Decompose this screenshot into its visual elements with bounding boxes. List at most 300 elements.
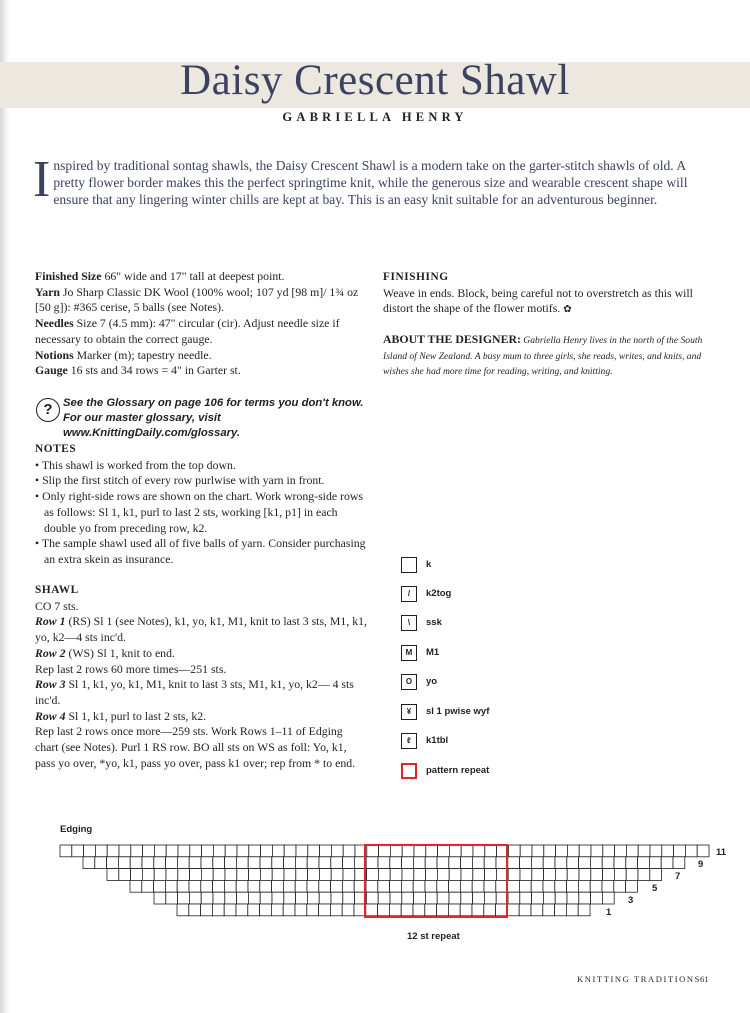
chart-cell <box>484 904 496 916</box>
chart-cell <box>484 857 496 869</box>
glossary-text: See the Glossary on page 106 for terms you don't know. For our master glossary, visit www.KnittingDaily.com/glossary. <box>63 397 364 439</box>
chart-cell <box>261 845 273 857</box>
chart-cell <box>507 904 519 916</box>
chart-cell <box>579 892 591 904</box>
legend-symbol <box>401 763 417 779</box>
chart-cell <box>249 869 261 881</box>
chart-cell <box>60 845 72 857</box>
chart-cell <box>460 880 472 892</box>
chart-cell <box>378 880 390 892</box>
chart-cell <box>95 845 107 857</box>
chart-cell <box>366 880 378 892</box>
chart-cell <box>248 857 260 869</box>
chart-cell <box>449 880 461 892</box>
legend-item-sl1 <box>401 704 601 720</box>
chart-cell <box>143 845 155 857</box>
chart-cell <box>296 845 308 857</box>
chart-cell <box>402 869 414 881</box>
designer-heading: ABOUT THE DESIGNER: <box>383 332 521 346</box>
chart-cell <box>673 857 685 869</box>
chart-cell <box>626 857 638 869</box>
chart-cell <box>248 880 260 892</box>
chart-cell <box>579 869 591 881</box>
chart-cell <box>449 869 461 881</box>
chart-cell <box>284 869 296 881</box>
chart-cell <box>367 845 379 857</box>
chart-cell <box>118 857 130 869</box>
notes-heading: NOTES <box>35 443 77 455</box>
legend-label: yo <box>426 676 438 687</box>
chart-cell <box>166 892 178 904</box>
chart-cell <box>650 869 662 881</box>
chart-cell <box>390 845 402 857</box>
chart-cell <box>543 857 555 869</box>
chart-cell <box>319 880 331 892</box>
chart-cell <box>131 845 143 857</box>
chart-cell <box>437 904 449 916</box>
chart-cell <box>402 892 414 904</box>
shawl-rep2: Rep last 2 rows once more—259 sts. Work Rows 1–11 of Edging chart (see Notes). Purl 1 RS row. BO all sts on WS as foll: Yo, k1, pass yo over, *yo, k1, pass yo over, pass k1 over; rep from * to end. <box>35 724 356 770</box>
specs-block <box>35 269 370 379</box>
chart-cell <box>461 869 473 881</box>
chart-cell <box>590 857 602 869</box>
chart-cell <box>401 880 413 892</box>
legend-item-m1 <box>401 645 601 661</box>
chart-cell <box>343 892 355 904</box>
chart-cell <box>390 880 402 892</box>
chart-cell <box>166 857 178 869</box>
legend-label: M1 <box>426 647 440 658</box>
chart-cell <box>248 892 260 904</box>
chart-cell <box>543 880 555 892</box>
chart-cell <box>237 869 249 881</box>
chart-cell <box>130 880 142 892</box>
chart-cell <box>178 845 190 857</box>
chart-cell <box>260 904 272 916</box>
chart-cell <box>602 857 614 869</box>
chart-cell <box>661 857 673 869</box>
row-number: 9 <box>698 859 704 870</box>
chart-cell <box>319 869 331 881</box>
chart-cell <box>296 892 308 904</box>
chart-cell <box>544 845 556 857</box>
chart-cell <box>177 857 189 869</box>
chart-cell <box>567 869 579 881</box>
chart-cell <box>331 880 343 892</box>
chart-title: Edging <box>60 824 93 835</box>
chart-cell <box>201 857 213 869</box>
chart-cell <box>414 845 426 857</box>
spec-needles: Needles Size 7 (4.5 mm): 47" circular (cir). Adjust needle size if necessary to obtain the correct gauge. <box>35 316 340 346</box>
legend-item-yo <box>401 674 601 690</box>
chart-cell <box>331 892 343 904</box>
chart-cell <box>319 892 331 904</box>
author-name: GABRIELLA HENRY <box>282 110 468 124</box>
chart-cell <box>638 869 650 881</box>
chart-cell <box>532 845 544 857</box>
legend-item-ssk <box>401 615 601 631</box>
finishing-text: Weave in ends. Block, being careful not to overstretch as this will distort the shape of the flower motifs. ✿ <box>383 285 693 316</box>
chart-cell <box>107 869 119 881</box>
footer-magazine: KNITTING TRADITIONS <box>577 974 701 984</box>
chart-cell <box>236 857 248 869</box>
designer-text: Gabriella Henry lives in the north of the South Island of New Zealand. A busy mum to three girls, she reads, writes, and knits, and wishes she had more time for reading, writing, and knitting. <box>383 335 703 377</box>
chart-cell <box>72 845 84 857</box>
chart-cell <box>508 869 520 881</box>
chart-cell <box>566 904 578 916</box>
chart-cell <box>308 869 320 881</box>
chart-cell <box>531 857 543 869</box>
chart-cell <box>190 869 202 881</box>
chart-cell <box>389 904 401 916</box>
chart-cell <box>555 892 567 904</box>
chart-cell <box>201 904 213 916</box>
chart-cell <box>532 892 544 904</box>
chart-cell <box>674 845 686 857</box>
chart-cell <box>484 880 496 892</box>
chart-cell <box>591 892 603 904</box>
chart-cell <box>426 845 438 857</box>
chart-cell <box>473 845 485 857</box>
intro-text: nspired by traditional sontag shawls, the Daisy Crescent Shawl is a modern take on the garter-stitch shawls of old. A pretty flower border makes this the perfect springtime knit, while the generous size and wearable crescent shape will ensure that any lingering winter chills are kept at bay. This is an easy knit suitable for an adventurous beginner. <box>53 158 688 207</box>
chart-cell <box>84 845 96 857</box>
chart-cell <box>508 857 520 869</box>
chart-cell <box>519 880 531 892</box>
chart-cell <box>225 869 237 881</box>
chart-cell <box>413 880 425 892</box>
page-number: 61 <box>700 974 709 984</box>
chart-cell <box>579 845 591 857</box>
chart-cell <box>390 892 402 904</box>
chart-cell <box>260 857 272 869</box>
chart-cell <box>330 904 342 916</box>
chart-cell <box>662 845 674 857</box>
shawl-rep1: Rep last 2 rows 60 more times—251 sts. <box>35 661 227 676</box>
chart-cell <box>390 869 402 881</box>
chart-cell <box>119 845 131 857</box>
chart-cell <box>567 857 579 869</box>
chart-cell <box>189 880 201 892</box>
chart-cell <box>296 869 308 881</box>
chart-cell <box>343 857 355 869</box>
note-item: • The sample shawl used all of five balls of yarn. Consider purchasing an extra skein as insurance. <box>35 536 366 566</box>
chart-cell <box>271 904 283 916</box>
chart-cell <box>649 857 661 869</box>
chart-cell <box>189 904 201 916</box>
legend-label: ssk <box>426 617 442 628</box>
chart-cell <box>461 845 473 857</box>
shawl-row3: Row 3 Sl 1, k1, yo, k1, M1, knit to last 3 sts, M1, k1, yo, k2— 4 sts inc'd. <box>35 677 354 707</box>
legend-label: k1tbl <box>426 735 449 746</box>
chart-cell <box>650 845 662 857</box>
chart-cell <box>378 869 390 881</box>
chart-cell <box>95 857 107 869</box>
chart-cell <box>449 857 461 869</box>
chart-cell <box>544 869 556 881</box>
chart-cell <box>508 880 520 892</box>
chart-cell <box>519 904 531 916</box>
chart-cell <box>308 845 320 857</box>
chart-cell <box>567 880 579 892</box>
chart-cell <box>555 869 567 881</box>
shawl-heading: SHAWL <box>35 584 79 596</box>
chart-cell <box>378 904 390 916</box>
chart-cell <box>615 845 627 857</box>
chart-cell <box>272 892 284 904</box>
chart-cell <box>378 892 390 904</box>
chart-cell <box>508 892 520 904</box>
chart-cell <box>237 845 249 857</box>
chart-cell <box>425 892 437 904</box>
legend-symbol: M <box>401 645 417 661</box>
chart-cell <box>283 904 295 916</box>
chart-cell <box>366 857 378 869</box>
chart-cell <box>177 880 189 892</box>
chart-cell <box>307 892 319 904</box>
chart-cell <box>213 845 225 857</box>
designer-section <box>383 332 718 380</box>
chart-cell <box>107 845 119 857</box>
chart-cell <box>697 845 709 857</box>
chart-cell <box>189 892 201 904</box>
chart-cell <box>496 904 508 916</box>
row-number: 5 <box>652 883 658 894</box>
chart-cell <box>591 869 603 881</box>
chart-cell <box>237 892 249 904</box>
chart-cell <box>531 904 543 916</box>
chart-cell <box>202 845 214 857</box>
chart-cell <box>555 880 567 892</box>
chart-cell <box>236 880 248 892</box>
legend-item-k <box>401 557 601 573</box>
chart-cell <box>213 880 225 892</box>
edging-chart <box>0 840 750 920</box>
chart-cell <box>307 880 319 892</box>
chart-cell <box>213 892 225 904</box>
chart-cell <box>543 892 555 904</box>
chart-cell <box>319 857 331 869</box>
chart-cell <box>414 892 426 904</box>
legend-item-k2tog <box>401 586 601 602</box>
chart-cell <box>520 869 532 881</box>
chart-cell <box>437 880 449 892</box>
chart-cell <box>555 904 567 916</box>
chart-cell <box>142 869 154 881</box>
chart-cell <box>473 892 485 904</box>
intro-paragraph <box>33 151 719 208</box>
legend-label: pattern repeat <box>426 765 490 776</box>
flower-icon: ✿ <box>563 304 572 316</box>
chart-cell <box>567 892 579 904</box>
chart-cell <box>437 857 449 869</box>
chart-cell <box>602 892 614 904</box>
chart-cell <box>520 845 532 857</box>
chart-cell <box>284 857 296 869</box>
legend-symbol: \ <box>401 615 417 631</box>
chart-cell <box>201 869 213 881</box>
chart-cell <box>437 892 449 904</box>
chart-cell <box>107 857 119 869</box>
repeat-label: 12 st repeat <box>407 931 460 942</box>
chart-cell <box>201 880 213 892</box>
chart-cell <box>224 880 236 892</box>
chart-cell <box>448 904 460 916</box>
chart-cell <box>626 845 638 857</box>
chart-cell <box>402 845 414 857</box>
chart-cell <box>272 857 284 869</box>
shawl-co: CO 7 sts. <box>35 598 79 613</box>
chart-cell <box>272 880 284 892</box>
chart-cell <box>154 892 166 904</box>
chart-cell <box>485 845 497 857</box>
shawl-section <box>35 583 367 771</box>
row-number: 1 <box>606 907 612 918</box>
chart-cell <box>402 857 414 869</box>
chart-cell <box>472 857 484 869</box>
chart-cell <box>154 880 166 892</box>
chart-cell <box>414 869 426 881</box>
chart-cell <box>401 904 413 916</box>
chart-cell <box>532 869 544 881</box>
chart-cell <box>319 904 331 916</box>
chart-cell <box>578 904 590 916</box>
spec-yarn: Yarn Jo Sharp Classic DK Wool (100% wool; 107 yd [98 m]/ 1¾ oz [50 g]): #365 cerise, 5 balls (see Notes). <box>35 284 359 315</box>
legend-symbol: O <box>401 674 417 690</box>
chart-cell <box>578 880 590 892</box>
chart-cell <box>449 892 461 904</box>
legend-label: sl 1 pwise wyf <box>426 706 490 717</box>
chart-cell <box>142 857 154 869</box>
chart-cell <box>343 845 355 857</box>
spec-notions: Notions Marker (m); tapestry needle. <box>35 347 212 362</box>
chart-cell <box>567 845 579 857</box>
chart-cell <box>225 857 237 869</box>
chart-cell <box>189 857 201 869</box>
chart-cell <box>603 845 615 857</box>
chart-cell <box>614 869 626 881</box>
chart-cell <box>177 904 189 916</box>
chart-cell <box>260 869 272 881</box>
row-number: 7 <box>675 871 681 882</box>
chart-cell <box>461 892 473 904</box>
chart-cell <box>295 857 307 869</box>
chart-grid <box>60 845 709 916</box>
chart-cell <box>367 869 379 881</box>
chart-cell <box>166 845 178 857</box>
chart-cell <box>556 845 568 857</box>
chart-cell <box>543 904 555 916</box>
chart-cell <box>342 904 354 916</box>
chart-cell <box>295 904 307 916</box>
chart-cell <box>496 880 508 892</box>
chart-cell <box>224 904 236 916</box>
row-number: 3 <box>628 895 634 906</box>
chart-cell <box>249 845 261 857</box>
chart-cell <box>413 857 425 869</box>
chart-cell <box>213 857 225 869</box>
chart-cell <box>685 845 697 857</box>
chart-cell <box>178 892 190 904</box>
chart-cell <box>366 904 378 916</box>
chart-cell <box>638 845 650 857</box>
chart-cell <box>461 857 473 869</box>
chart-cell <box>425 904 437 916</box>
chart-cell <box>590 880 602 892</box>
legend-item-repeat <box>401 763 601 779</box>
chart-cell <box>154 845 166 857</box>
legend-label: k2tog <box>426 588 452 599</box>
chart-cell <box>307 857 319 869</box>
row-number: 11 <box>716 847 727 858</box>
chart-cell <box>579 857 591 869</box>
chart-cell <box>225 892 237 904</box>
chart-cell <box>190 845 202 857</box>
chart-cell <box>485 869 497 881</box>
chart-cell <box>366 892 378 904</box>
chart-cell <box>555 857 567 869</box>
chart-cell <box>83 857 95 869</box>
chart-cell <box>154 869 166 881</box>
chart-cell <box>212 904 224 916</box>
drop-cap: I <box>33 151 51 208</box>
chart-cell <box>284 892 296 904</box>
chart-cell <box>531 880 543 892</box>
finishing-heading: FINISHING <box>383 271 449 283</box>
note-item: • Only right-side rows are shown on the chart. Work wrong-side rows as follows: Sl 1, k1, purl to last 2 sts, working [k1, p1] in each double yo from preceding row, k2. <box>35 489 363 535</box>
chart-cell <box>508 845 520 857</box>
chart-cell <box>390 857 402 869</box>
chart-cell <box>272 845 284 857</box>
chart-cell <box>283 880 295 892</box>
legend-symbol: ¥ <box>401 704 417 720</box>
chart-cell <box>307 904 319 916</box>
chart-cell <box>331 869 343 881</box>
note-item: • Slip the first stitch of every row purlwise with yarn in front. <box>35 473 325 488</box>
chart-cell <box>166 869 178 881</box>
chart-cell <box>472 904 484 916</box>
chart-cell <box>591 845 603 857</box>
chart-cell <box>520 892 532 904</box>
chart-cell <box>331 845 343 857</box>
question-icon: ? <box>36 398 60 422</box>
chart-cell <box>603 869 615 881</box>
chart-cell <box>520 857 532 869</box>
legend-label: k <box>426 559 432 570</box>
chart-cell <box>165 880 177 892</box>
chart-cell <box>626 880 638 892</box>
chart-cell <box>425 880 437 892</box>
chart-cell <box>343 869 355 881</box>
chart-cell <box>213 869 225 881</box>
chart-cell <box>119 869 131 881</box>
shawl-row1: Row 1 (RS) Sl 1 (see Notes), k1, yo, k1, M1, knit to last 3 sts, M1, k1, yo, k2—4 sts inc'd. <box>35 614 367 645</box>
chart-cell <box>260 892 272 904</box>
chart-cell <box>438 845 450 857</box>
note-item: • This shawl is worked from the top down. <box>35 457 236 472</box>
chart-cell <box>473 869 485 881</box>
chart-cell <box>260 880 272 892</box>
notes-section <box>35 442 370 568</box>
chart-cell <box>378 857 390 869</box>
chart-cell <box>154 857 166 869</box>
chart-cell <box>130 857 142 869</box>
chart-cell <box>437 869 449 881</box>
chart-cell <box>484 892 496 904</box>
chart-cell <box>272 869 284 881</box>
chart-cell <box>626 869 638 881</box>
chart-cell <box>426 869 438 881</box>
chart-cell <box>379 845 391 857</box>
